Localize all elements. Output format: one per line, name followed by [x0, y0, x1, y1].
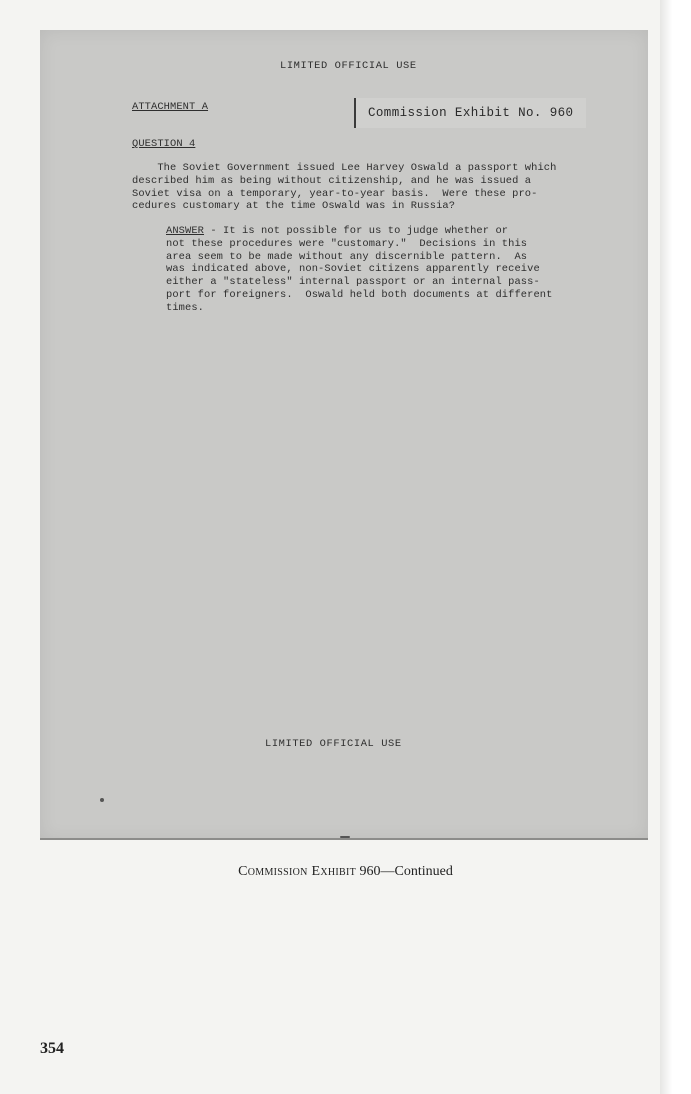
caption-suffix: 960—Continued [356, 864, 453, 879]
page-edge [660, 0, 691, 1094]
exhibit-photograph [40, 30, 648, 840]
header-classification: LIMITED OFFICIAL USE [280, 60, 417, 72]
page-number: 354 [40, 1040, 64, 1057]
exhibit-caption [0, 864, 691, 880]
photo-bottom-edge [40, 838, 648, 840]
scan-speck [100, 798, 104, 802]
question-text: The Soviet Government issued Lee Harvey Oswald a passport which described him as being without citizenship, and he was issued a Soviet visa on a temporary, year-to-year basis. Were these pro- cedures customary at the time Oswald was in Russia? [132, 162, 557, 213]
question-label: QUESTION 4 [132, 138, 196, 150]
exhibit-stamp [354, 98, 586, 128]
caption-prefix: Commission Exhibit [238, 864, 357, 879]
attachment-label: ATTACHMENT A [132, 101, 209, 113]
answer-paragraph [166, 225, 552, 315]
answer-text: - It is not possible for us to judge whether or not these procedures were "customary." Decisions in this area seem to be made without any discernible pattern. As was indicated above, non-Soviet citizens apparently receive either a "stateless" internal passport or an internal pass- port for foreigners. Oswald held both documents at different times. [166, 225, 553, 314]
answer-label: ANSWER [166, 225, 205, 237]
exhibit-stamp-text: Commission Exhibit No. 960 [368, 106, 574, 120]
footer-classification: LIMITED OFFICIAL USE [265, 738, 402, 750]
